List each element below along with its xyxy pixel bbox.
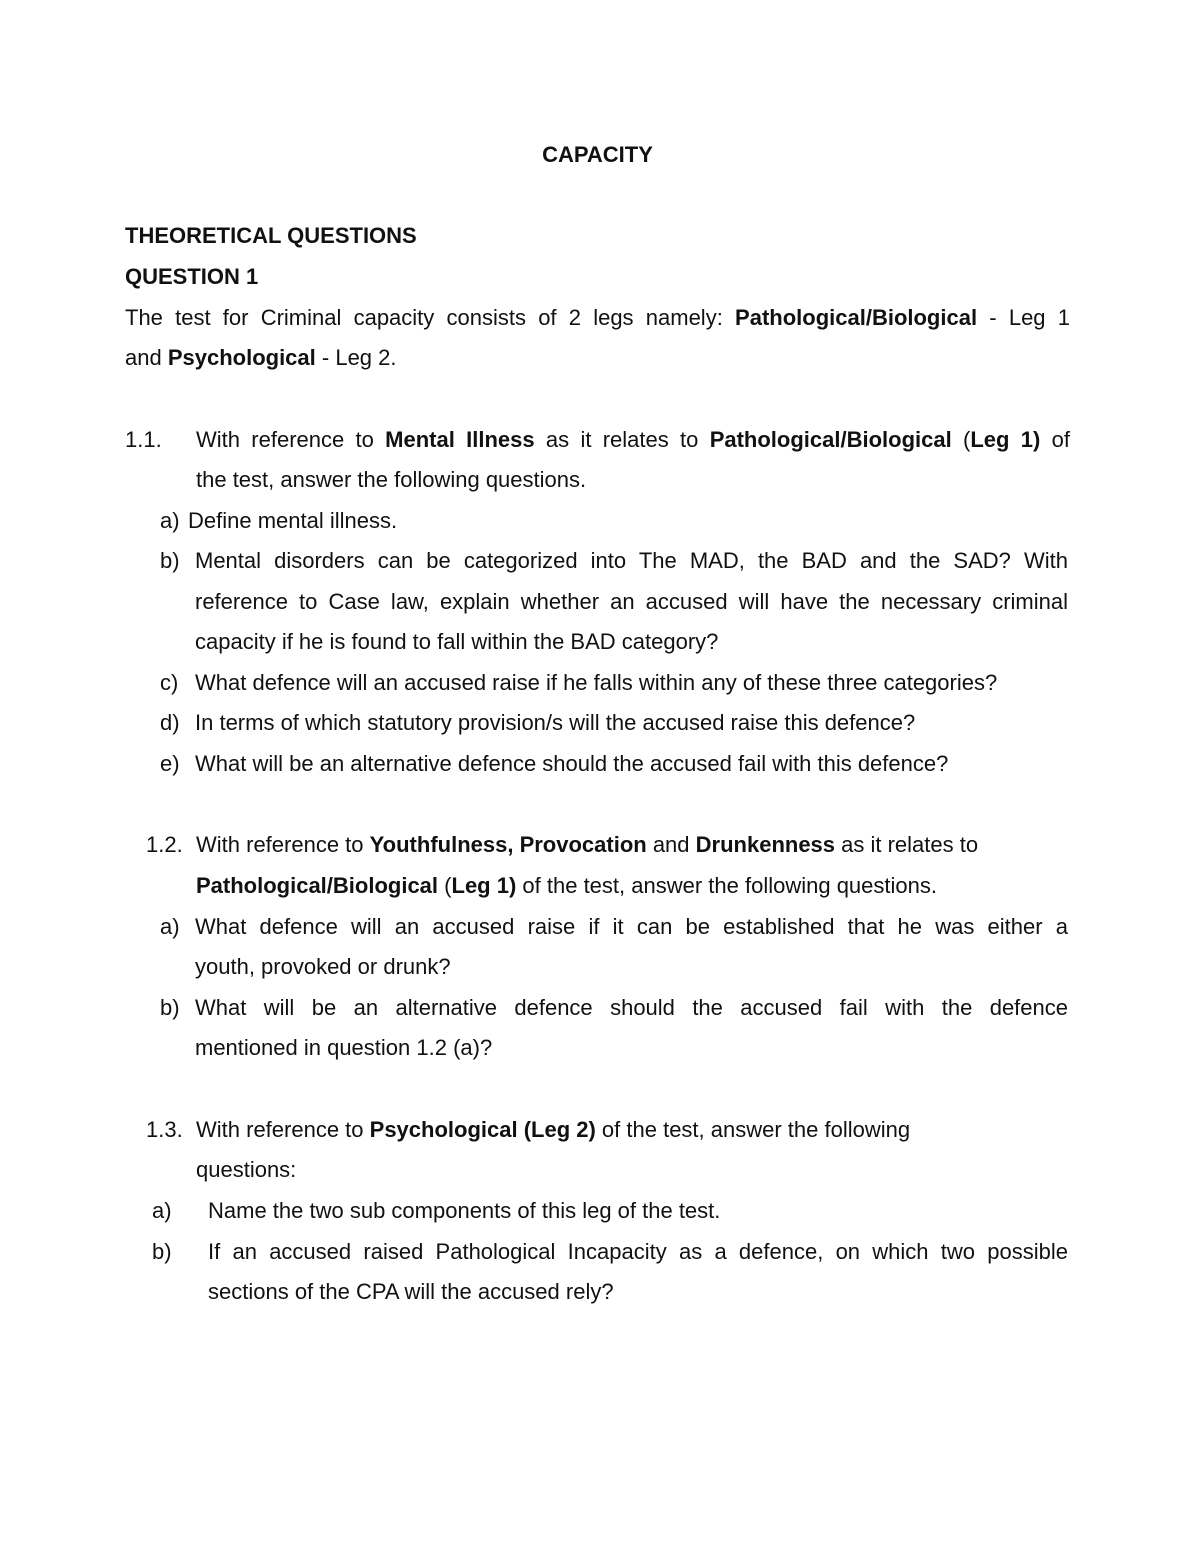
q1-2-text-5: of the test, answer the following questions. bbox=[516, 873, 937, 898]
q1-1-line-1 bbox=[196, 426, 1070, 454]
q1-3-a-label: a) bbox=[152, 1198, 172, 1223]
q1-3-text-2: of the test, answer the following bbox=[595, 1117, 911, 1142]
q1-1-bold-leg1: Leg 1) bbox=[970, 427, 1041, 452]
q1-1-line-2: the test, answer the following questions. bbox=[196, 467, 587, 492]
q1-1-b-line-2: reference to Case law, explain whether an accused will have the necessary criminal bbox=[195, 589, 1068, 614]
q1-1-d-label: d) bbox=[160, 710, 180, 735]
intro-line-1 bbox=[125, 304, 1070, 332]
q1-2-text-1: With reference to bbox=[196, 832, 370, 857]
q1-1-e-text: What will be an alternative defence should the accused fail with this defence? bbox=[195, 751, 949, 776]
q1-2-b-label: b) bbox=[160, 995, 180, 1020]
intro-bold-psychological: Psychological bbox=[167, 345, 316, 370]
question-heading: QUESTION 1 bbox=[125, 264, 259, 289]
intro-text-3: and bbox=[125, 345, 168, 370]
q1-3-text-1: With reference to bbox=[196, 1117, 370, 1142]
q1-3-b-label: b) bbox=[152, 1239, 172, 1264]
q1-2-bold-youthfulness: Youthfulness, Provocation bbox=[369, 832, 647, 857]
q1-2-bold-leg1: Leg 1) bbox=[451, 873, 517, 898]
q1-2-line-1 bbox=[196, 831, 978, 859]
q1-1-e-label: e) bbox=[160, 751, 180, 776]
q1-1-a-label: a) bbox=[160, 508, 180, 533]
q1-3-line-2: questions: bbox=[196, 1157, 297, 1182]
q1-1-text-3: ( bbox=[951, 427, 971, 452]
q1-2-bold-pathological: Pathological/Biological bbox=[196, 873, 439, 898]
intro-text-1: The test for Criminal capacity consists of 2 legs namely: bbox=[125, 305, 736, 330]
intro-line-2 bbox=[125, 344, 397, 372]
q1-1-text-1: With reference to bbox=[196, 427, 386, 452]
q1-1-d-text: In terms of which statutory provision/s will the accused raise this defence? bbox=[195, 710, 916, 735]
q1-1-b-line-3: capacity if he is found to fall within the BAD category? bbox=[195, 629, 719, 654]
section-heading: THEORETICAL QUESTIONS bbox=[125, 223, 417, 248]
q1-3-b-line-1: If an accused raised Pathological Incapacity as a defence, on which two possible bbox=[208, 1239, 1068, 1264]
q1-2-number: 1.2. bbox=[146, 832, 183, 857]
q1-3-b-line-2: sections of the CPA will the accused rely? bbox=[208, 1279, 614, 1304]
q1-1-text-2: as it relates to bbox=[534, 427, 710, 452]
q1-1-b-line-1: Mental disorders can be categorized into The MAD, the BAD and the SAD? With bbox=[195, 548, 1068, 573]
q1-2-a-line-1: What defence will an accused raise if it can be established that he was either a bbox=[195, 914, 1068, 939]
q1-2-text-4: ( bbox=[438, 873, 452, 898]
q1-3-bold-psychological: Psychological (Leg 2) bbox=[369, 1117, 596, 1142]
q1-1-bold-mental-illness: Mental Illness bbox=[385, 427, 535, 452]
q1-2-b-line-2: mentioned in question 1.2 (a)? bbox=[195, 1035, 493, 1060]
q1-1-number: 1.1. bbox=[125, 427, 162, 452]
q1-1-c-label: c) bbox=[160, 670, 179, 695]
q1-1-b-label: b) bbox=[160, 548, 180, 573]
q1-2-a-label: a) bbox=[160, 914, 180, 939]
q1-1-a-text: Define mental illness. bbox=[188, 508, 398, 533]
intro-bold-pathological: Pathological/Biological bbox=[735, 305, 978, 330]
q1-2-line-2 bbox=[196, 872, 937, 900]
q1-3-number: 1.3. bbox=[146, 1117, 183, 1142]
intro-text-4: - Leg 2. bbox=[315, 345, 397, 370]
intro-text-2: - Leg 1 bbox=[977, 305, 1070, 330]
q1-2-bold-drunkenness: Drunkenness bbox=[695, 832, 836, 857]
q1-2-b-line-1: What will be an alternative defence should the accused fail with the defence bbox=[195, 995, 1068, 1020]
q1-2-text-3: as it relates to bbox=[835, 832, 979, 857]
q1-1-text-4: of bbox=[1040, 427, 1070, 452]
q1-1-bold-pathological: Pathological/Biological bbox=[709, 427, 952, 452]
q1-3-a-text: Name the two sub components of this leg of the test. bbox=[208, 1198, 721, 1223]
q1-2-text-2: and bbox=[646, 832, 696, 857]
document-title: CAPACITY bbox=[542, 142, 653, 167]
q1-1-c-text: What defence will an accused raise if he falls within any of these three categories? bbox=[195, 670, 998, 695]
q1-2-a-line-2: youth, provoked or drunk? bbox=[195, 954, 451, 979]
q1-3-line-1 bbox=[196, 1116, 910, 1144]
